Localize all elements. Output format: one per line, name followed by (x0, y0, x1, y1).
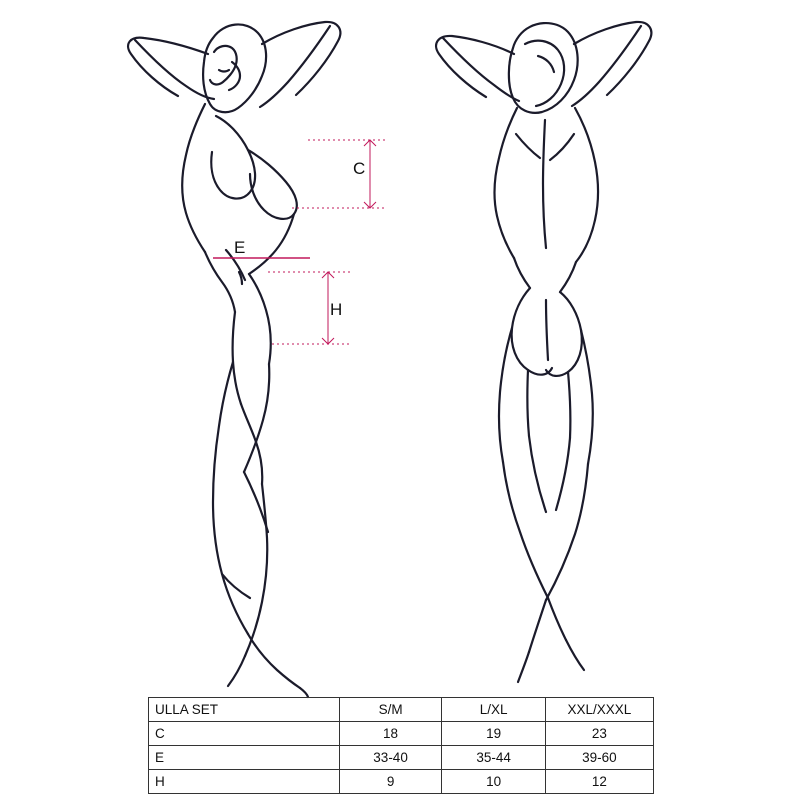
measurement-label-c: C (353, 159, 366, 178)
measurement-label-e: E (234, 238, 246, 257)
cell-c-sm: 18 (339, 722, 442, 746)
row-label-e: E (149, 746, 340, 770)
cell-c-lxl: 19 (442, 722, 545, 746)
cell-e-sm: 33-40 (339, 746, 442, 770)
table-header-size-xxl: XXL/XXXL (545, 698, 653, 722)
row-label-c: C (149, 722, 340, 746)
table-header-size-lxl: L/XL (442, 698, 545, 722)
cell-h-xxl: 12 (545, 770, 653, 794)
cell-c-xxl: 23 (545, 722, 653, 746)
table-row (149, 770, 654, 794)
cell-h-sm: 9 (339, 770, 442, 794)
cell-h-lxl: 10 (442, 770, 545, 794)
table-row (149, 746, 654, 770)
row-label-h: H (149, 770, 340, 794)
table-header-product: ULLA SET (149, 698, 340, 722)
cell-e-lxl: 35-44 (442, 746, 545, 770)
table-row (149, 722, 654, 746)
table-header-row (149, 698, 654, 722)
size-chart-table (148, 697, 654, 794)
measurement-label-h: H (330, 300, 343, 319)
cell-e-xxl: 39-60 (545, 746, 653, 770)
back-view-female-silhouette (436, 22, 651, 682)
front-view-female-silhouette (128, 22, 340, 697)
table-header-size-sm: S/M (339, 698, 442, 722)
